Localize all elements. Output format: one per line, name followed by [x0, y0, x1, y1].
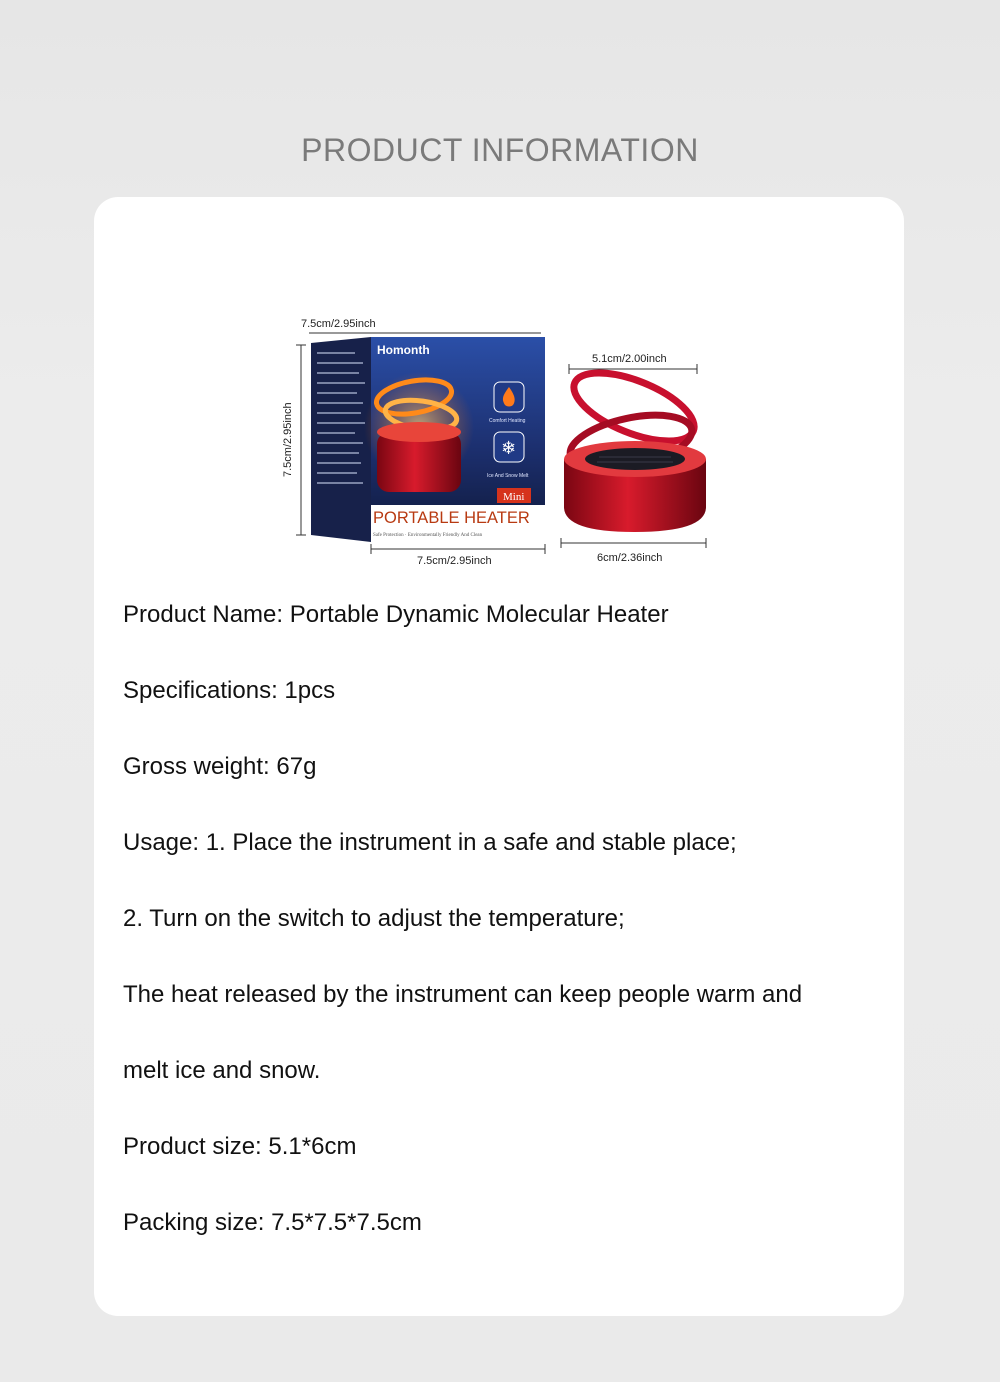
product-dimension-figure [279, 307, 719, 567]
product-info-card [94, 197, 904, 1316]
box-brand: Homonth [377, 343, 430, 357]
snowflake-icon: ❄ [501, 438, 517, 459]
box-width-dimension [301, 318, 541, 333]
dim-product-top: 5.1cm/2.00inch [592, 353, 667, 365]
box-badge: Mini [503, 491, 525, 503]
dim-product-bottom: 6cm/2.36inch [597, 552, 663, 564]
heater-product [564, 359, 706, 532]
info-product-size: Product size: 5.1*6cm [123, 1133, 357, 1160]
dim-box-side: 7.5cm/2.95inch [282, 402, 294, 477]
box-height-dimension [282, 345, 306, 535]
package-box [311, 337, 545, 542]
box-feature-1: Comfort Heating [489, 418, 526, 424]
info-usage-description: The heat released by the instrument can keep people warm and [123, 981, 803, 1008]
info-product-name: Product Name: Portable Dynamic Molecular Heater [123, 601, 669, 628]
box-bottom-dimension [371, 544, 545, 567]
info-usage-step-2: 2. Turn on the switch to adjust the temperature; [123, 905, 625, 932]
dim-box-top: 7.5cm/2.95inch [301, 318, 376, 330]
info-specifications: Specifications: 1pcs [123, 677, 336, 704]
box-subtitle: Safe Protection · Environmentally Friendly And Clean [373, 533, 483, 538]
info-gross-weight: Gross weight: 67g [123, 753, 317, 780]
dim-box-bottom: 7.5cm/2.95inch [417, 555, 492, 567]
box-title: PORTABLE HEATER [373, 509, 530, 527]
page-title: PRODUCT INFORMATION [301, 132, 699, 168]
product-bottom-dimension [561, 538, 706, 564]
info-packing-size: Packing size: 7.5*7.5*7.5cm [123, 1209, 422, 1236]
box-feature-2: Ice And Snow Melt [487, 473, 529, 479]
info-usage-step-1: Usage: 1. Place the instrument in a safe and stable place; [123, 829, 737, 856]
info-usage-description-cont: melt ice and snow. [123, 1057, 321, 1084]
